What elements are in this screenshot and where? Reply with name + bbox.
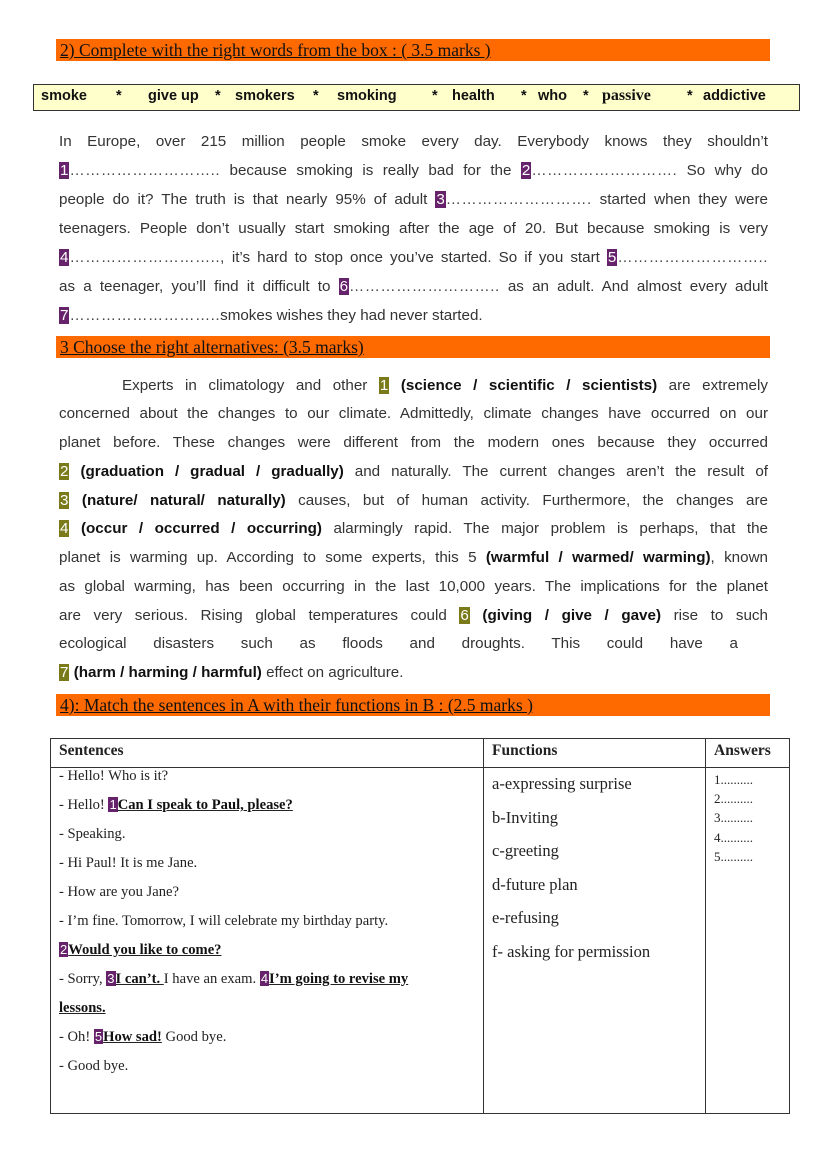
blank-dots: ………………………..: [617, 249, 768, 266]
dialogue-line: - Oh! 5How sad! Good bye.: [59, 1029, 227, 1045]
text-line: Experts in climatology and other 1 (science / scientific / scientists) are extremely: [122, 377, 768, 394]
box-word: passive: [602, 87, 651, 104]
header-functions: Functions: [484, 739, 706, 768]
text-line: concerned about the changes to our climate. Admittedly, climate changes have occurred on our: [59, 405, 768, 422]
text-line: ecological disasters such as floods and droughts. This could have a: [59, 635, 738, 652]
blank-dots: ………………………..: [69, 307, 221, 324]
alternatives: (warmful / warmed/ warming): [485, 549, 711, 566]
dialogue-line: - Hello! 1Can I speak to Paul, please?: [59, 797, 293, 813]
matching-table: [50, 738, 790, 1114]
answer-slot[interactable]: 2..........: [714, 791, 753, 807]
dialogue-line: - Hello! Who is it?: [59, 768, 169, 784]
blank-number: 1: [60, 162, 69, 179]
text-line: teenagers. People don’t usually start smoking after the age of 20. But because smoking is very: [59, 220, 768, 237]
function-item: c-greeting: [492, 841, 559, 861]
section-4-heading: 4): Match the sentences in A with their functions in B : (2.5 marks ): [56, 694, 770, 716]
text-line: 4……………………….., it’s hard to stop once you’ve started. So if you start 5………………………..: [60, 249, 768, 266]
text-line: people do it? The truth is that nearly 95% of adult 3………………………. started when they were: [59, 191, 769, 208]
text-line: planet is warming up. According to some experts, this 5 (warmful / warmed/ warming), known: [59, 549, 768, 566]
sentence-number: 5: [94, 1029, 103, 1044]
alternatives: (graduation / gradual / gradually): [80, 463, 344, 480]
blank-dots: ………………………..: [69, 162, 221, 179]
alternatives: (harm / harming / harmful): [73, 664, 262, 681]
dialogue-line: - Sorry, 3I can’t. I have an exam. 4I’m going to revise my: [59, 971, 409, 987]
function-item: f- asking for permission: [492, 941, 651, 961]
text-line: In Europe, over 215 million people smoke every day. Everybody knows they shouldn’t: [59, 133, 768, 150]
section-3-heading: 3 Choose the right alternatives: (3.5 marks): [56, 336, 770, 358]
section-2-heading: 2) Complete with the right words from the box : ( 3.5 marks ): [56, 39, 770, 61]
alternatives: (nature/ natural/ naturally): [81, 492, 286, 509]
box-separator: *: [432, 88, 438, 104]
alternatives: (giving / give / gave): [482, 607, 662, 624]
gap-number: 6: [460, 607, 469, 624]
alternatives: (science / scientific / scientists): [400, 377, 658, 394]
dialogue-line: - Speaking.: [59, 826, 126, 842]
box-word: health: [452, 88, 495, 104]
sentence-number: 4: [260, 971, 269, 986]
box-word: who: [538, 88, 567, 104]
text-line: 7 (harm / harming / harmful) effect on agriculture.: [60, 664, 404, 681]
dialogue-line: - Good bye.: [59, 1058, 129, 1074]
box-separator: *: [116, 88, 122, 104]
dialogue-line: 2Would you like to come?: [60, 942, 222, 958]
word-box: [33, 84, 800, 111]
dialogue-line: - Hi Paul! It is me Jane.: [59, 855, 198, 871]
box-separator: *: [521, 88, 527, 104]
text-line: as global warming, has been occurring in the last 10,000 years. The implications for the planet: [59, 578, 768, 595]
text-line: 3 (nature/ natural/ naturally) causes, but of human activity. Furthermore, the changes are: [60, 492, 768, 509]
gap-number: 7: [60, 664, 69, 681]
sentence-number: 1: [109, 797, 117, 812]
functions-cell: [484, 768, 706, 1114]
text-line: 2 (graduation / gradual / gradually) and naturally. The current changes aren’t the result of: [60, 463, 768, 480]
text-line: planet before. These changes were different from the modern ones because they occurred: [59, 434, 768, 451]
sentence-number: 2: [60, 942, 68, 957]
blank-number: 3: [436, 191, 445, 208]
blank-number: 5: [607, 249, 617, 266]
blank-dots: ……………………….: [445, 191, 592, 208]
blank-dots: ………………………..: [349, 278, 500, 295]
blank-number: 2: [521, 162, 531, 179]
gap-number: 4: [60, 520, 69, 537]
header-answers: Answers: [706, 739, 790, 768]
sentence-number: 3: [107, 971, 115, 986]
box-word: smoke: [41, 88, 87, 104]
dialogue-line: - How are you Jane?: [59, 884, 179, 900]
answers-cell: [706, 768, 790, 1114]
gap-number: 1: [379, 377, 389, 394]
text-line: 4 (occur / occurred / occurring) alarmingly rapid. The major problem is perhaps, that the: [60, 520, 768, 537]
dialogue-line: lessons.: [59, 1000, 106, 1016]
answer-slot[interactable]: 1..........: [714, 772, 753, 787]
answer-slot[interactable]: 4..........: [714, 829, 753, 845]
gap-number: 3: [60, 492, 69, 509]
box-word: addictive: [703, 88, 766, 104]
text-line: are very serious. Rising global temperatures could 6 (giving / give / gave) rise to such: [59, 607, 768, 624]
function-item: b-Inviting: [492, 807, 558, 827]
box-word: smokers: [235, 88, 295, 104]
blank-number: 7: [60, 307, 69, 324]
alternatives: (occur / occurred / occurring): [80, 520, 322, 537]
text-line: 7………………………..smokes wishes they had never started.: [60, 307, 483, 324]
blank-dots: ……………………….: [531, 162, 678, 179]
answer-slot[interactable]: 5..........: [714, 848, 753, 864]
table-row: [51, 768, 790, 1114]
box-word: give up: [148, 88, 199, 104]
box-separator: *: [215, 88, 221, 104]
answer-slot[interactable]: 3..........: [714, 810, 753, 826]
text-line: as a teenager, you’ll find it difficult to 6……………………….. as an adult. And almost every adult: [59, 278, 768, 295]
blank-number: 4: [60, 249, 69, 266]
blank-number: 6: [339, 278, 349, 295]
function-item: d-future plan: [492, 874, 578, 894]
function-item: a-expressing surprise: [492, 774, 632, 793]
dialogue-line: - I’m fine. Tomorrow, I will celebrate my birthday party.: [59, 913, 389, 929]
blank-dots: ………………………..,: [69, 249, 225, 266]
sentences-cell: [51, 768, 484, 1114]
box-word: smoking: [337, 88, 397, 104]
box-separator: *: [583, 88, 589, 104]
box-separator: *: [313, 88, 319, 104]
header-sentences: Sentences: [51, 739, 484, 768]
gap-number: 2: [60, 463, 69, 480]
box-separator: *: [687, 88, 693, 104]
table-header-row: [51, 739, 790, 768]
text-line: 1……………………….. because smoking is really bad for the 2………………………. So why do: [60, 162, 768, 179]
function-item: e-refusing: [492, 908, 559, 928]
